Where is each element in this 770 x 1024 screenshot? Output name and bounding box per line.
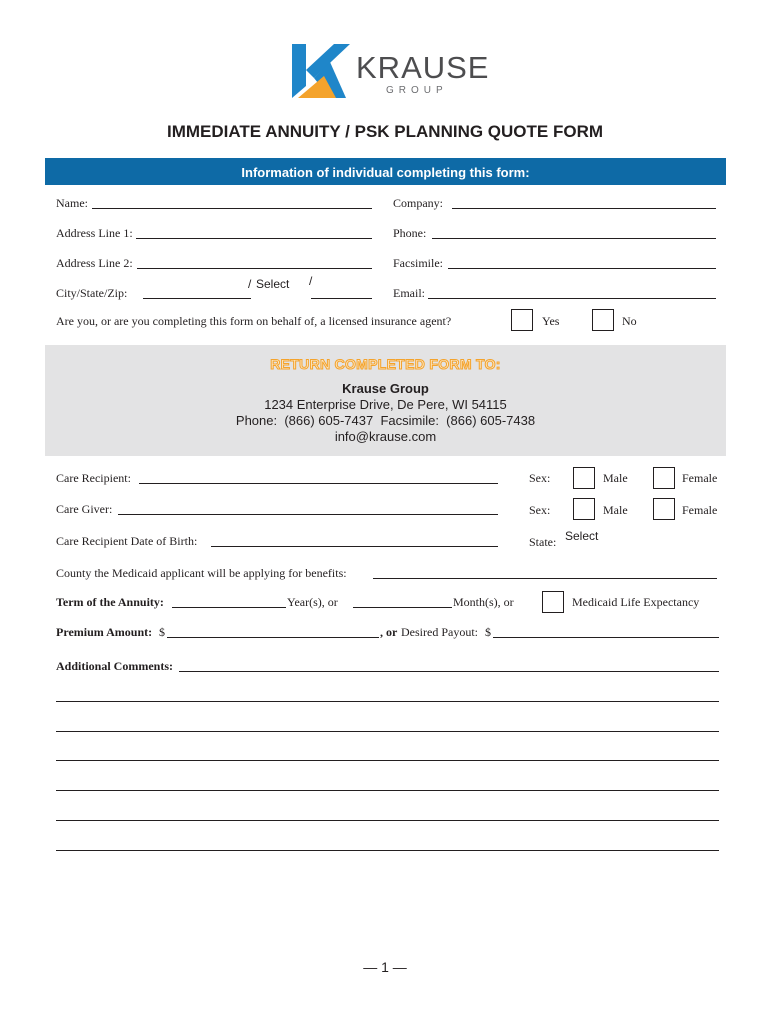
comments-line[interactable] [56,731,719,732]
company-field[interactable] [452,208,716,209]
comments-line[interactable] [56,790,719,791]
term-years-field[interactable] [172,607,286,608]
address1-label: Address Line 1: [56,226,133,240]
desired-payout-label: Desired Payout: [401,625,478,639]
giver-male-checkbox[interactable] [573,498,595,520]
name-label: Name: [56,196,88,210]
premium-label: Premium Amount: [56,625,153,639]
giver-female-checkbox[interactable] [653,498,675,520]
years-text: Year(s), or [287,595,338,609]
return-phones: Phone: (866) 605-7437 Facsimile: (866) 605-7438 [235,413,536,428]
agent-yes-label: Yes [542,314,560,328]
dob-label: Care Recipient Date of Birth: [56,534,198,548]
info-banner: Information of individual completing this form: [45,158,726,185]
county-label: County the Medicaid applicant will be applying for benefits: [56,566,347,580]
facsimile-label: Facsimile: [393,256,443,270]
return-address: 1234 Enterprise Drive, De Pere, WI 54115 [264,397,507,412]
address2-field[interactable] [137,268,372,269]
email-field[interactable] [428,298,716,299]
term-label: Term of the Annuity: [56,595,164,609]
desired-dollar: $ [485,625,491,639]
recipient-male-checkbox[interactable] [573,467,595,489]
care-giver-field[interactable] [118,514,498,515]
care-state-select[interactable]: Select [565,529,599,543]
page-title: IMMEDIATE ANNUITY / PSK PLANNING QUOTE FORM [166,122,604,141]
premium-field[interactable] [167,637,379,638]
agent-no-label: No [622,314,637,328]
zip-separator: / [309,274,313,288]
phone-field[interactable] [432,238,716,239]
comments-line[interactable] [179,671,719,672]
city-separator: / [248,277,252,291]
care-recipient-label: Care Recipient: [56,471,131,485]
recipient-sex-label: Sex: [529,471,551,485]
zip-field[interactable] [311,298,372,299]
city-label: City/State/Zip: [56,286,128,300]
dob-field[interactable] [211,546,498,547]
agent-yes-checkbox[interactable] [511,309,533,331]
phone-label: Phone: [393,226,427,240]
comments-line[interactable] [56,701,719,702]
premium-or: , or [380,625,398,639]
return-heading: RETURN COMPLETED FORM TO: [270,356,501,372]
facsimile-field[interactable] [448,268,716,269]
address1-field[interactable] [136,238,372,239]
term-years-label [287,595,338,610]
comments-line[interactable] [56,850,719,851]
state-label: State: [529,535,557,549]
logo [290,42,490,102]
page-number: — 1 — [363,959,407,975]
agent-question: Are you, or are you completing this form on behalf of, a licensed insurance agent? [56,314,452,328]
care-recipient-field[interactable] [139,483,498,484]
care-giver-label: Care Giver: [56,502,113,516]
logo-name: KRAUSE [356,50,490,85]
krause-k-icon [290,42,352,100]
giver-female-label: Female [682,503,718,517]
city-field[interactable] [143,298,251,299]
return-email: info@krause.com [334,429,437,444]
medicaid-checkbox[interactable] [542,591,564,613]
county-field[interactable] [373,578,717,579]
logo-sub: GROUP [386,85,448,96]
return-box [45,345,726,456]
name-field[interactable] [92,208,372,209]
term-months-label: Month(s), or [453,595,514,609]
return-company: Krause Group [342,381,429,396]
premium-dollar: $ [159,625,165,639]
recipient-male-label: Male [603,471,628,485]
state-select[interactable]: Select [256,277,290,291]
giver-male-label: Male [603,503,628,517]
recipient-female-checkbox[interactable] [653,467,675,489]
comments-label: Additional Comments: [56,659,174,673]
company-label: Company: [393,196,443,210]
agent-no-checkbox[interactable] [592,309,614,331]
email-label: Email: [393,286,425,300]
comments-line[interactable] [56,760,719,761]
recipient-female-label: Female [682,471,718,485]
medicaid-label: Medicaid Life Expectancy [572,595,700,609]
comments-line[interactable] [56,820,719,821]
desired-payout-field[interactable] [493,637,719,638]
giver-sex-label: Sex: [529,503,551,517]
address2-label: Address Line 2: [56,256,133,270]
term-months-field[interactable] [353,607,452,608]
